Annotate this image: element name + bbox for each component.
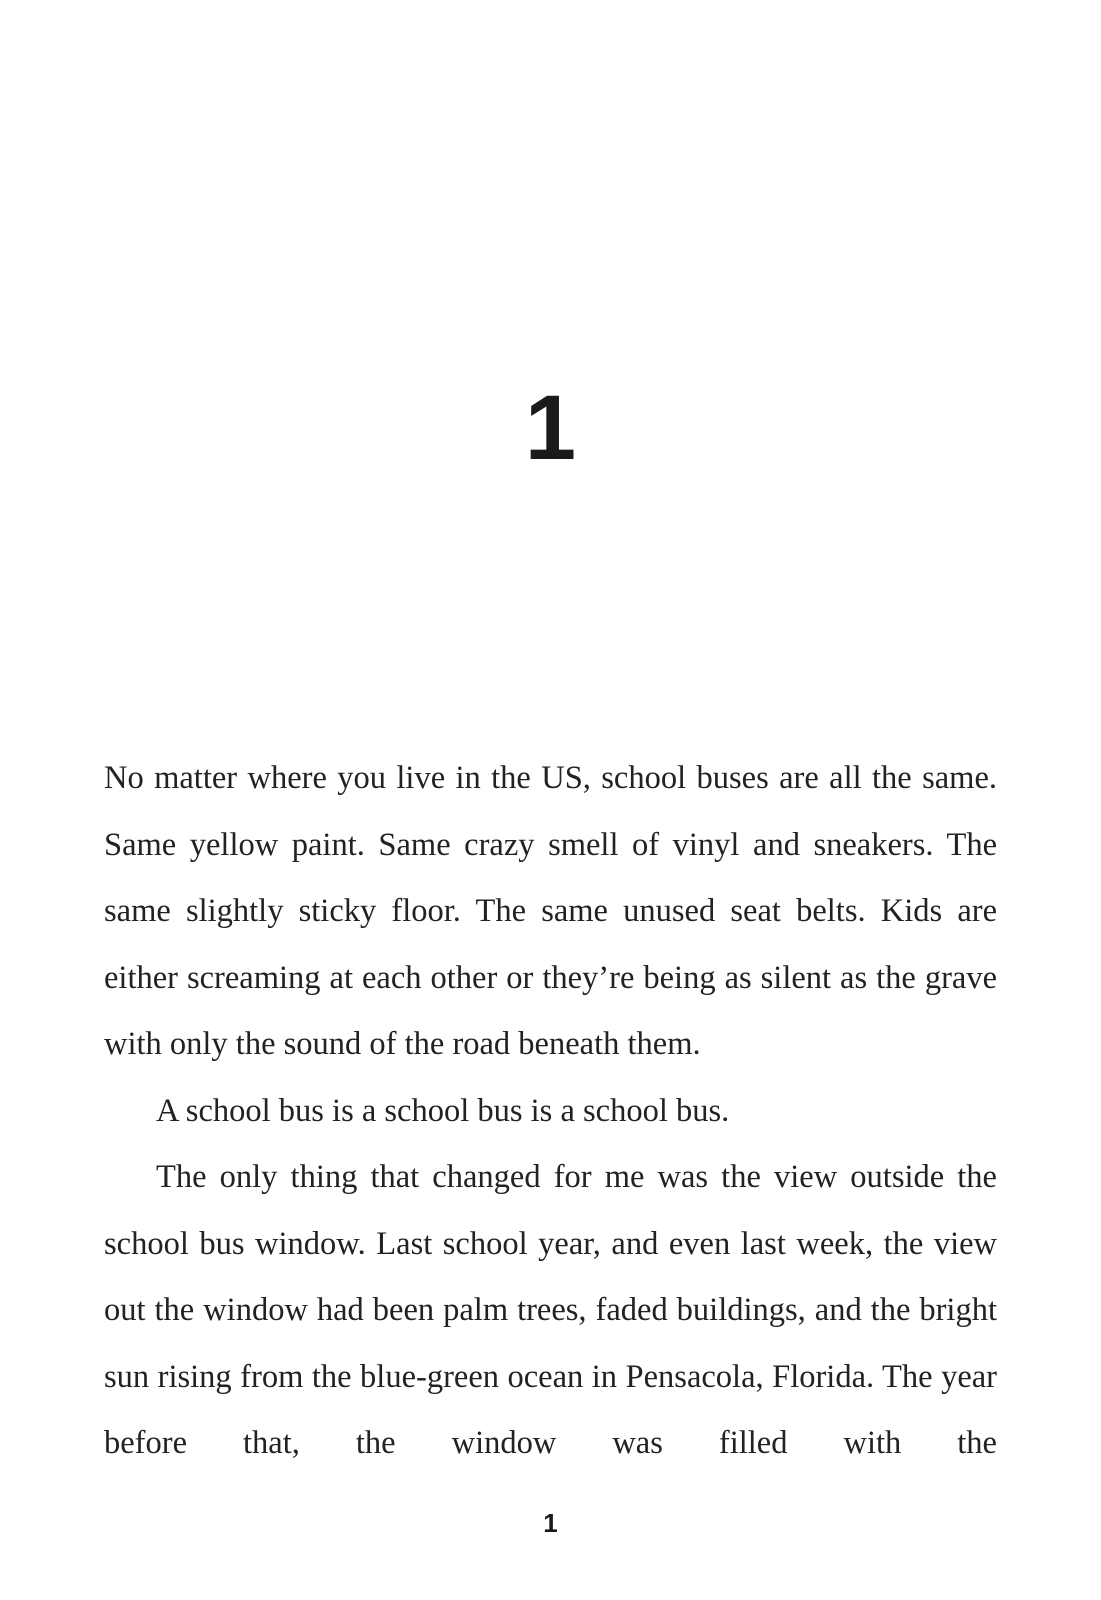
paragraph-1: No matter where you live in the US, school buses are all the same. Same yellow paint. Same crazy smell of vinyl and sneakers. The same slightly sticky floor. The same unused seat belts. Kids are either screaming at each other or they’re being as silent as the grave with only the sound of the road beneath them. [104, 760, 997, 1062]
chapter-number: 1 [524, 377, 577, 479]
paragraph-3: The only thing that changed for me was the view outside the school bus window. Last school year, and even last week, the view out the window had been palm trees, faded buildings, and the bright sun rising from the blue-green ocean in Pensacola, Florida. The year before that, the window was filled with the [104, 1159, 997, 1461]
body-text [104, 745, 997, 1477]
page-number: 1 [543, 1508, 558, 1538]
paragraph-2: A school bus is a school bus is a school bus. [156, 1092, 730, 1129]
